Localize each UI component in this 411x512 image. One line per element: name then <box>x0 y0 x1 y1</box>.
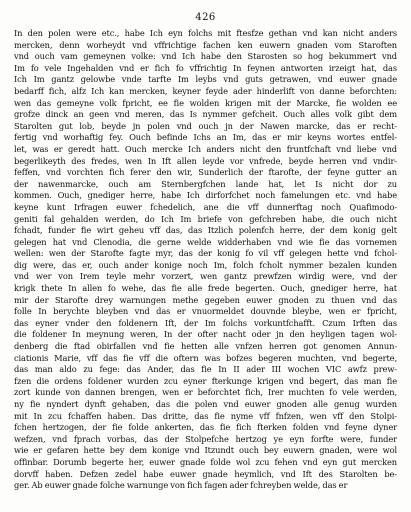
text-line: wefzen, vnd fprach vorbas, das der Stolpefche hertzog ye eyn forfte were, funder <box>14 433 397 444</box>
text-line: bedarff fich, alfz Ich kan mercken, keyner feyde ader hinderlift von danne beforchten: <box>14 85 397 96</box>
text-line: Ich Im gantz gelowbe vnde tarfte Im leybs vnd guts getrawen, vnd euwer gnade <box>14 74 397 85</box>
text-line: mir der Starofte drey warnungen methe gegeben euwer gnoden zu thuen vnd das <box>14 294 397 305</box>
text-line: Im fo vele Ingehalden vnd er fich fo vffrichtig In feynen antworten irzeigt hat, das <box>14 62 397 73</box>
text-line: wellen: wen der Starofte fagte myr, das der konig fo vil vff gelegen hette vnd fchol- <box>14 248 397 259</box>
page-number: 426 <box>195 12 216 23</box>
text-line: grofze dinck an geen vnd meren, das Is nymmer gefcheit. Ouch alles volk gibt dem <box>14 109 397 120</box>
text-line: keyne kunt Irfragen euwer fchedelich, ane die vff dunnerftag noch Quafimodo- <box>14 201 397 212</box>
text-line: fertig vnd worhaftig fey. Ouch befinde Ichs an Im, das er mir keyns wortes entfel- <box>14 132 397 143</box>
text-line: dorvff haben. Defzen zedel habe euwer gnade heymlich, vnd Ift des Starolten be- <box>14 468 397 479</box>
text-line: let, was er geredt hatt. Ouch mercke Ich anders nicht den fruntfchaft vnd liebe vnd <box>14 143 397 154</box>
text-line: fchadt, funder fie wirt geheu vff das, das Itzlich polenfch herre, der dem konig gelt <box>14 225 397 236</box>
text-line: vnd ouch vam gemeynen volke: vnd Ich habe den Starosten so hog bekummert vnd <box>14 51 397 62</box>
text-line: zort kunde von dannen brengen, wen er beforchtet fich, Irer muchten fo vele werden, <box>14 387 397 398</box>
text-line: offinbar. Dorumb begerte her, euwer gnade folde wol zcu fehen vnd eyn gut mercken <box>14 456 397 467</box>
text-line: kommen. Ouch, gnediger herre, habe Ich dirforfchet noch famelungen etc. vnd habe <box>14 190 397 201</box>
text-line: die foldener In meynung weren, In der ofter nacht oder jn den heyligen tagen wol- <box>14 329 397 340</box>
body-text <box>14 28 397 492</box>
text-line: folle In berychte bleyben vnd das er vnuormeldet douvnde bleybe, wen er fpricht, <box>14 306 397 317</box>
text-line: geniti fal gehalden werden, do Ich Im briefe von gefchreben habe, die ouch nicht <box>14 213 397 224</box>
text-line: ger. Ab euwer gnade folche warnunge von fich fagen ader fchreyben welde, das er <box>14 480 348 491</box>
text-line: begerlikeyth des fredes, wen In Ift allen leyde vor vnfrede, beyde herren vnd vndir- <box>14 155 397 166</box>
text-line: fchen hertzogen, der fie folde ankerten, das fie fich fterken folden vnd feyne dyner <box>14 422 397 433</box>
text-line: vnd wer von Irem teyle mehr vorzert, wen gantz prewfzen wirdig were, vnd der <box>14 271 397 282</box>
text-line: In den polen were etc., habe Ich eyn folchs mit ftesfze gethan vnd kan nicht anders <box>14 28 397 38</box>
text-line: ny fie nyndert dynft gehaben, das die polen vnd euwer gnoden alle genug wurden <box>14 399 397 409</box>
text-line: gelegen hat vnd Clenodia, die gerne welde widderhaben vnd wie fie das vornemen <box>14 236 397 247</box>
text-line: das eyner vnder den foldenern Ift, der Im folchs vorkuntfchafft. Czum Irften das <box>14 317 397 328</box>
text-line: mit In zcu fchaffen haben. Das dritte, das fie nyme vff fnfzen, wen vff den Stolpi- <box>14 410 397 421</box>
text-line: Starolten gut lob, beyde jn polen vnd ouch jn der Nawen marcke, das er recht- <box>14 120 397 131</box>
text-line: ciationis Marie, vff das fie vff die oftern was bofzes begeren muchten, vnd begerte, <box>14 352 397 363</box>
text-line: feffen, vnd vorchten fich ferer den wir, Sunderlich der ftarofte, der feyne gutter an <box>14 167 397 178</box>
text-line: wie er gefaren hette bey dem konige vnd Itzundt ouch bey euwern gnaden, were wol <box>14 445 397 456</box>
text-line: mercken, denn worheydt vnd vffrichtige fachen ken euwern gnaden vom Staroften <box>14 39 397 50</box>
text-line: dig were, das er, ouch ander konige noch Im, folch fcholt nymmer bezalen kunden <box>14 259 397 270</box>
text-line: das man aldo zu fege: das Ander, das fie In II ader III wochen VIC awfz prew- <box>14 364 397 375</box>
text-line: fzen die ordens foldener wurden zcu eyner fterkunge krigen vnd begert, das man fie <box>14 375 397 386</box>
text-line: wen das gemeyne volk fpricht, ee fie wolden krigen mit der Marcke, fie wolden ee <box>14 97 397 108</box>
text-line: denberg die ftad obirfallen vnd fie hetten alle vnfzen herren got genomen Annun- <box>14 341 397 352</box>
text-line: der nawenmarcke, ouch am Sternbergfchen lande hat, let Is nicht dor zu <box>14 178 397 189</box>
text-line: krigk thete In allen fo wehe, das fie alle frede begerten. Ouch, gnediger herre, hat <box>14 283 397 294</box>
